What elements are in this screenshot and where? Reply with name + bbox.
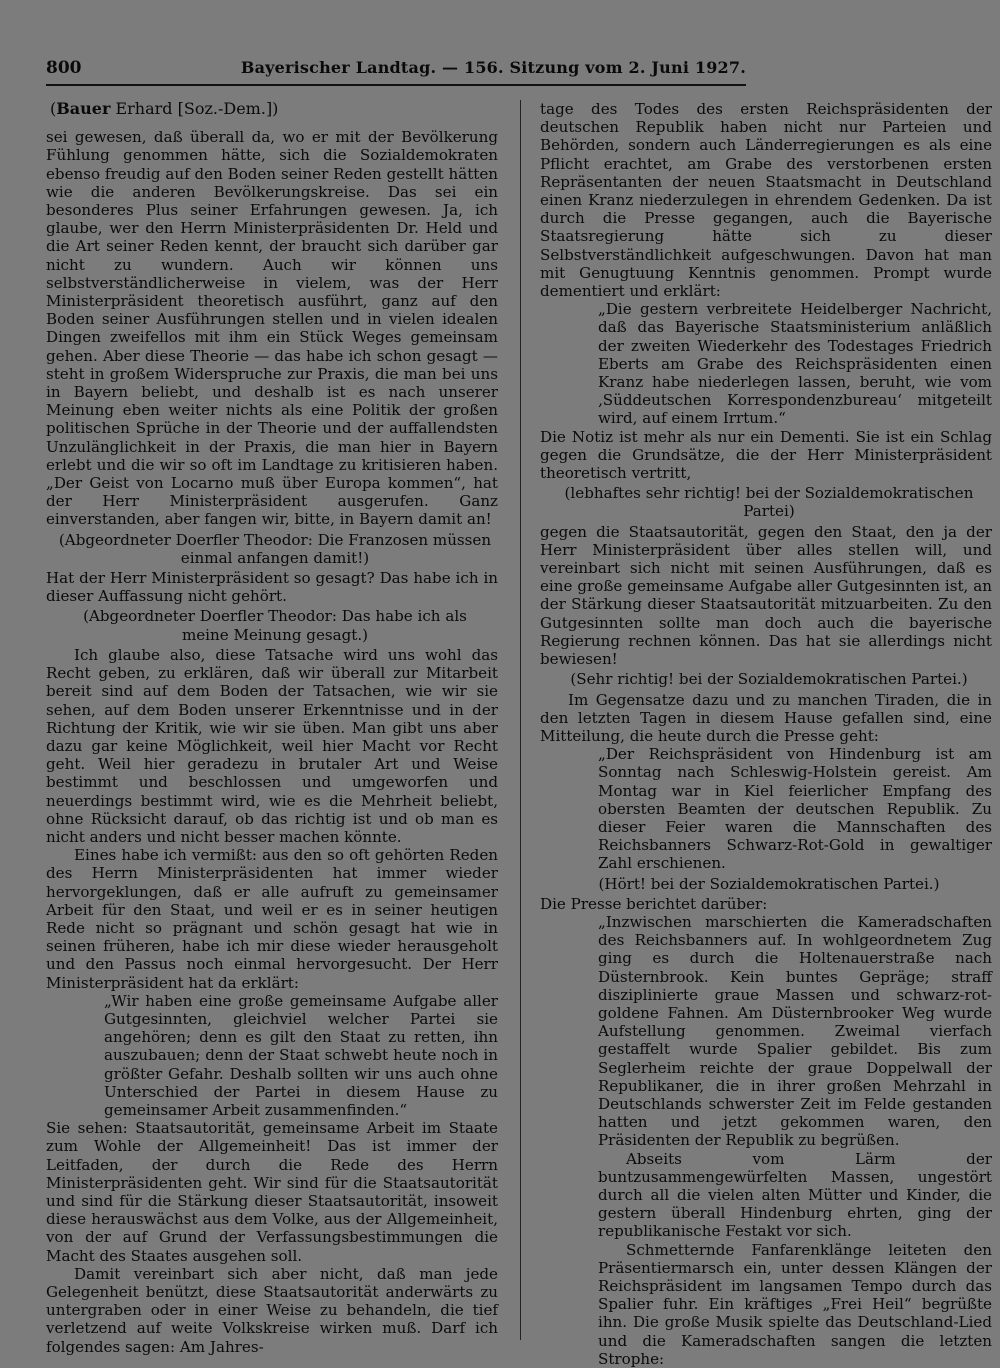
page-header	[46, 58, 746, 84]
paragraph: sei gewesen, daß überall da, wo er mit der Bevölkerung Fühlung genommen hätte, sich die Sozialdemokraten ebenso freudig auf den Boden seiner Reden gestellt hätten wie die anderen Bevölkerungskreise. Das sei ein besonderes Plus seiner Erfahrungen gewesen. Ja, ich glaube, wer den Herrn Ministerpräsidenten Dr. Held und die Art seiner Reden kennt, der braucht sich darüber gar nicht zu wundern. Auch wir können uns selbstverständlicherweise in vielem, was der Herr Ministerpräsident theoretisch ausführt, ganz auf den Boden seiner Ausführungen stellen und in vielen idealen Dingen zweifellos mit ihm ein Stück Weges gemeinsam gehen. Aber diese Theorie — das habe ich schon gesagt — steht in großem Widerspruche zur Praxis, die man bei uns in Bayern beliebt, und deshalb ist es nach unserer Meinung eben weiter nichts als eine Politik der großen politischen Sprüche in der Theorie und der auffallendsten Unzulänglichkeit in der Praxis, die man hier in Bayern erlebt und die wir so oft im Landtage zu kritisieren haben. „Der Geist von Locarno muß über Europa kommen“, hat der Herr Ministerpräsident ausgerufen. Ganz einverstanden, aber fangen wir, bitte, in Bayern damit an!	[46, 128, 498, 529]
paragraph: Hat der Herr Ministerpräsident so gesagt? Das habe ich in dieser Auffassung nicht gehört.	[46, 569, 498, 606]
column-divider	[520, 100, 521, 1340]
block-quote: Abseits vom Lärm der buntzusammengewürfelten Massen, ungestört durch all die vielen alten Mütter und Kinder, die gestern überall Hindenburg ehrten, ging der republikanische Festakt vor sich.	[598, 1149, 992, 1241]
running-head: Bayerischer Landtag. — 156. Sitzung vom 2. Juni 1927.	[240, 58, 746, 77]
header-rule	[46, 84, 746, 86]
page-number: 800	[46, 58, 82, 78]
paragraph: Sie sehen: Staatsautorität, gemeinsame Arbeit im Staate zum Wohle der Allgemeinheit! Das ist immer der Leitfaden, der durch die Rede des Herrn Ministerpräsidenten geht. Wir sind für die Staatsautorität und sind für die Stärkung dieser Staatsautorität, insoweit diese herauswächst aus dem Volke, aus der Allgemeinheit, von der auf Grund der Verfassungsbestimmungen die Macht des Staates ausgehen soll.	[46, 1119, 498, 1265]
block-quote: Schmetternde Fanfarenklänge leiteten den Präsentiermarsch ein, unter dessen Klängen der Reichspräsident im langsamen Tempo durch das Spalier fuhr. Ein kräftiges „Frei Heil“ begrüßte ihn. Die große Musik spielte das Deutschland-Lied und die Kameradschaften sangen die letzten Strophe:	[598, 1240, 992, 1368]
speaker-label: (Bauer Erhard [Soz.-Dem.])	[50, 99, 279, 118]
paragraph: gegen die Staatsautorität, gegen den Staat, den ja der Herr Ministerpräsident über alles stellen will, und vereinbart sich nicht mit seinen Ausführungen, daß es eine große gemeinsame Aufgabe aller Gutgesinnten ist, an der Stärkung dieser Staatsautorität mitzuarbeiten. Zu den Gutgesinnten sollte man doch auch die bayerische Regierung rechnen können. Das hat sie allerdings nicht bewiesen!	[540, 522, 992, 669]
block-quote: „Inzwischen marschierten die Kameradschaften des Reichsbanners auf. In wohlgeordnetem Zug ging es durch die Holtenauerstraße nach Düsternbrook. Kein buntes Gepräge; straff disziplinierte graue Massen und schwarz-rot-goldene Fahnen. Am Düsternbrooker Weg wurde Aufstellung genommen. Zweimal vierfach gestaffelt wurde Spalier gebildet. Bis zum Seglerheim reichte der graue Doppelwall der Republikaner, die in ihrer großen Mehrzahl in Deutschlands schwerster Zeit im Felde gestanden hatten und jetzt gekommen waren, den Präsidenten der Republik zu begrüßen.	[598, 912, 992, 1150]
interjection: (Abgeordneter Doerfler Theodor: Die Franzosen müssen einmal anfangen damit!)	[58, 530, 492, 567]
left-column	[46, 100, 498, 1356]
interjection: (lebhaftes sehr richtig! bei der Sozialdemokratischen Partei)	[564, 484, 974, 521]
paragraph: Ich glaube also, diese Tatsache wird uns wohl das Recht geben, zu erklären, daß wir überall zur Mitarbeit bereit sind auf dem Boden der Tatsachen, wie wir sie sehen, auf dem Boden unserer Erkenntnisse und in der Richtung der Kritik, wie wir sie üben. Man gibt uns aber dazu gar keine Möglichkeit, weil hier Macht vor Recht geht. Weil hier geradezu in brutaler Art und Weise bestimmt und beschlossen und umgeworfen und neuerdings bestimmt wird, wie es die Mehrheit beliebt, ohne Rücksicht darauf, ob das richtig ist und ob man es nicht anders und nicht besser machen könnte.	[46, 645, 498, 846]
speaker-name: Bauer	[56, 99, 111, 118]
block-quote: „Die gestern verbreitete Heidelberger Nachricht, daß das Bayerische Staatsministerium anläßlich der zweiten Wiederkehr des Todestages Friedrich Eberts am Grabe des Reichspräsidenten einen Kranz habe niederlegen lassen, beruht, wie vom ‚Süddeutschen Korrespondenzbureau‘ mitgeteilt wird, auf einem Irrtum.“	[598, 300, 992, 428]
paragraph: Im Gegensatze dazu und zu manchen Tiraden, die in den letzten Tagen in diesem Hause gefallen sind, eine Mitteilung, die heute durch die Presse geht:	[540, 690, 992, 745]
paragraph: Eines habe ich vermißt: aus den so oft gehörten Reden des Herrn Ministerpräsidenten hat immer wieder hervorgeklungen, daß er alle aufruft zu gemeinsamer Arbeit für den Staat, und weil er es in seiner heutigen Rede nicht so prägnant und schön gesagt hat wie in seinen früheren, habe ich mir diese wieder herausgeholt und den Passus noch einmal hervorgesucht. Der Herr Ministerpräsident hat da erklärt:	[46, 846, 498, 992]
paragraph: Die Presse berichtet darüber:	[540, 894, 768, 913]
paragraph: tage des Todes des ersten Reichspräsidenten der deutschen Republik haben nicht nur Parteien und Behörden, sondern auch Länderregierungen es als eine Pflicht erachtet, am Grabe des verstorbenen ersten Repräsentanten der neuen Staatsmacht in Deutschland einen Kranz niederzulegen in ehrendem Gedenken. Da ist durch die Presse gegangen, auch die Bayerische Staatsregierung hätte sich zu dieser Selbstverständlichkeit aufgeschwungen. Davon hat man mit Genugtuung Kenntnis genommen. Prompt wurde dementiert und erklärt:	[540, 100, 992, 301]
interjection: (Hört! bei der Sozialdemokratischen Partei.)	[598, 874, 940, 893]
right-column	[540, 100, 992, 1368]
block-quote: „Der Reichspräsident von Hindenburg ist am Sonntag nach Schleswig-Holstein gereist. Am Montag war in Kiel feierlicher Empfang des obersten Beamten der deutschen Republik. Zu dieser Feier waren die Mannschaften des Reichsbanners Schwarz-Rot-Gold in gewaltiger Zahl erschienen.	[598, 745, 992, 873]
interjection: (Sehr richtig! bei der Sozialdemokratischen Partei.)	[570, 670, 968, 689]
paragraph: Damit vereinbart sich aber nicht, daß man jede Gelegenheit benützt, diese Staatsautorität anderwärts zu untergraben oder in einer Weise zu behandeln, die tief verletzend auf weite Volkskreise wirken muß. Darf ich folgendes sagen: Am Jahres-	[46, 1264, 498, 1356]
block-quote: „Wir haben eine große gemeinsame Aufgabe aller Gutgesinnten, gleichviel welcher Partei sie angehören; denn es gilt den Staat zu retten, ihn auszubauen; denn der Staat schwebt heute noch in größter Gefahr. Deshalb sollten wir uns auch ohne Unterschied der Partei in diesem Hause zu gemeinsamer Arbeit zusammenfinden.“	[104, 991, 498, 1119]
paragraph: Die Notiz ist mehr als nur ein Dementi. Sie ist ein Schlag gegen die Grundsätze, die der Herr Ministerpräsident theoretisch vertritt,	[540, 427, 992, 483]
interjection: (Abgeordneter Doerfler Theodor: Das habe ich als meine Meinung gesagt.)	[83, 607, 467, 644]
